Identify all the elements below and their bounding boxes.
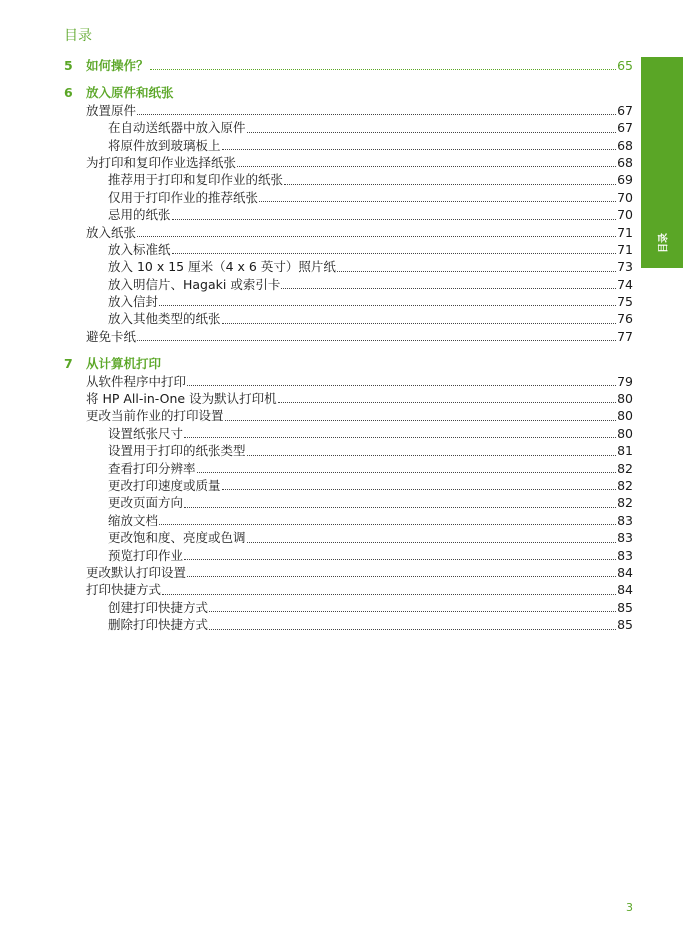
entry-title: 放入明信片、Hagaki 或索引卡 — [108, 276, 281, 292]
entry-page-number: 85 — [617, 599, 633, 615]
entry-title: 创建打印快捷方式 — [108, 599, 209, 615]
entry-page-number: 74 — [617, 276, 633, 292]
toc-entry-row[interactable] — [64, 310, 633, 327]
entry-page-number: 80 — [617, 391, 633, 407]
entry-title: 设置纸张尺寸 — [108, 425, 184, 441]
entry-title: 更改打印速度或质量 — [108, 477, 221, 493]
toc-entry-row[interactable] — [64, 206, 633, 223]
entry-page-number: 82 — [617, 460, 633, 476]
entry-page-number: 70 — [617, 207, 633, 223]
entry-title: 放入信封 — [108, 294, 159, 310]
dot-leader — [150, 68, 617, 70]
toc-entry-row[interactable] — [64, 547, 633, 564]
toc-entry-row[interactable] — [64, 616, 633, 633]
chapter-number: 6 — [64, 85, 73, 101]
entry-title: 更改默认打印设置 — [86, 564, 187, 580]
toc-entry-row[interactable] — [64, 258, 633, 275]
toc-chapter-row[interactable] — [64, 57, 633, 74]
toc-entry-row[interactable] — [64, 407, 633, 424]
dot-leader — [172, 252, 617, 254]
entry-page-number: 83 — [617, 512, 633, 528]
toc-entry-row[interactable] — [64, 119, 633, 136]
dot-leader — [172, 218, 617, 220]
entry-title: 更改页面方向 — [108, 495, 184, 511]
entry-page-number: 69 — [617, 172, 633, 188]
entry-title: 忌用的纸张 — [108, 207, 171, 223]
dot-leader — [137, 235, 616, 237]
dot-leader — [209, 610, 616, 612]
toc-chapter-row[interactable] — [64, 84, 633, 101]
toc-entry-row[interactable] — [64, 373, 633, 390]
entry-title: 设置用于打印的纸张类型 — [108, 443, 246, 459]
entry-title: 如何操作？ — [86, 58, 149, 73]
dot-leader — [222, 488, 617, 490]
chapter-number: 7 — [64, 356, 73, 372]
entry-page-number: 82 — [617, 495, 633, 511]
entry-page-number: 84 — [617, 582, 633, 598]
table-of-contents — [64, 57, 633, 644]
dot-leader — [184, 436, 616, 438]
dot-leader — [159, 523, 616, 525]
entry-page-number: 71 — [617, 224, 633, 240]
dot-leader — [162, 593, 616, 595]
entry-page-number: 81 — [617, 443, 633, 459]
dot-leader — [159, 304, 616, 306]
section-side-tab — [641, 57, 683, 268]
entry-title: 推荐用于打印和复印作业的纸张 — [108, 172, 284, 188]
dot-leader — [337, 270, 616, 272]
dot-leader — [225, 419, 617, 421]
toc-entry-row[interactable] — [64, 494, 633, 511]
toc-entry-row[interactable] — [64, 442, 633, 459]
entry-page-number: 68 — [617, 154, 633, 170]
entry-page-number: 73 — [617, 259, 633, 275]
toc-entry-row[interactable] — [64, 328, 633, 345]
page-number: 3 — [626, 901, 633, 914]
toc-entry-row[interactable] — [64, 241, 633, 258]
entry-title: 更改饱和度、亮度或色调 — [108, 530, 246, 546]
toc-entry-row[interactable] — [64, 154, 633, 171]
entry-page-number: 67 — [617, 120, 633, 136]
toc-chapter — [64, 84, 633, 345]
toc-entry-row[interactable] — [64, 189, 633, 206]
toc-entry-row[interactable] — [64, 390, 633, 407]
dot-leader — [197, 471, 617, 473]
chapter-number: 5 — [64, 58, 73, 73]
entry-title: 将 HP All-in-One 设为默认打印机 — [86, 391, 277, 407]
entry-page-number: 85 — [617, 617, 633, 633]
toc-entry-row[interactable] — [64, 581, 633, 598]
dot-leader — [209, 628, 616, 630]
dot-leader — [137, 339, 616, 341]
entry-title: 缩放文档 — [108, 512, 159, 528]
dot-leader — [184, 506, 616, 508]
dot-leader — [187, 384, 616, 386]
toc-entry-row[interactable] — [64, 599, 633, 616]
entry-page-number: 75 — [617, 294, 633, 310]
toc-entry-row[interactable] — [64, 276, 633, 293]
dot-leader — [281, 287, 616, 289]
dot-leader — [187, 575, 616, 577]
toc-entry-row[interactable] — [64, 512, 633, 529]
entry-title: 仅用于打印作业的推荐纸张 — [108, 189, 259, 205]
toc-chapter — [64, 355, 633, 633]
entry-title: 在自动送纸器中放入原件 — [108, 120, 246, 136]
entry-page-number: 80 — [617, 408, 633, 424]
dot-leader — [284, 183, 616, 185]
entry-page-number: 67 — [617, 102, 633, 118]
toc-entry-row[interactable] — [64, 529, 633, 546]
entry-title: 更改当前作业的打印设置 — [86, 408, 224, 424]
entry-title: 放入其他类型的纸张 — [108, 311, 221, 327]
entry-title: 打印快捷方式 — [86, 582, 162, 598]
entry-title: 从软件程序中打印 — [86, 373, 187, 389]
entry-title: 避免卡纸 — [86, 328, 137, 344]
toc-entry-row[interactable] — [64, 477, 633, 494]
entry-page-number: 70 — [617, 189, 633, 205]
toc-entry-row[interactable] — [64, 102, 633, 119]
dot-leader — [278, 401, 617, 403]
entry-page-number: 83 — [617, 530, 633, 546]
dot-leader — [247, 131, 617, 133]
entry-title: 放入原件和纸张 — [86, 85, 174, 101]
entry-page-number: 84 — [617, 564, 633, 580]
entry-title: 为打印和复印作业选择纸张 — [86, 154, 237, 170]
entry-title: 将原件放到玻璃板上 — [108, 137, 221, 153]
entry-title: 删除打印快捷方式 — [108, 617, 209, 633]
entry-page-number: 71 — [617, 241, 633, 257]
toc-entry-row[interactable] — [64, 224, 633, 241]
toc-entry-row[interactable] — [64, 171, 633, 188]
toc-chapter-row[interactable] — [64, 355, 633, 372]
side-tab-label: 目录 — [658, 233, 670, 253]
toc-entry-row[interactable] — [64, 564, 633, 581]
dot-leader — [259, 200, 616, 202]
entry-title: 放入标准纸 — [108, 241, 171, 257]
toc-entry-row[interactable] — [64, 137, 633, 154]
entry-page-number: 65 — [617, 58, 633, 73]
entry-page-number: 80 — [617, 425, 633, 441]
dot-leader — [222, 322, 617, 324]
entry-title: 从计算机打印 — [86, 356, 162, 372]
entry-page-number: 83 — [617, 547, 633, 563]
entry-page-number: 68 — [617, 137, 633, 153]
entry-title: 放置原件 — [86, 102, 137, 118]
entry-title: 预览打印作业 — [108, 547, 184, 563]
toc-chapter — [64, 57, 633, 74]
entry-title: 放入 10 x 15 厘米（4 x 6 英寸）照片纸 — [108, 259, 336, 275]
dot-leader — [184, 558, 616, 560]
toc-entry-row[interactable] — [64, 460, 633, 477]
dot-leader — [247, 541, 617, 543]
dot-leader — [237, 165, 616, 167]
entry-page-number: 77 — [617, 328, 633, 344]
entry-page-number: 79 — [617, 373, 633, 389]
dot-leader — [137, 113, 616, 115]
toc-entry-row[interactable] — [64, 425, 633, 442]
entry-page-number: 82 — [617, 477, 633, 493]
entry-title: 查看打印分辨率 — [108, 460, 196, 476]
entry-page-number: 76 — [617, 311, 633, 327]
entry-title: 放入纸张 — [86, 224, 137, 240]
toc-entry-row[interactable] — [64, 293, 633, 310]
page-header: 目录 — [64, 28, 92, 44]
dot-leader — [222, 148, 617, 150]
dot-leader — [247, 454, 617, 456]
